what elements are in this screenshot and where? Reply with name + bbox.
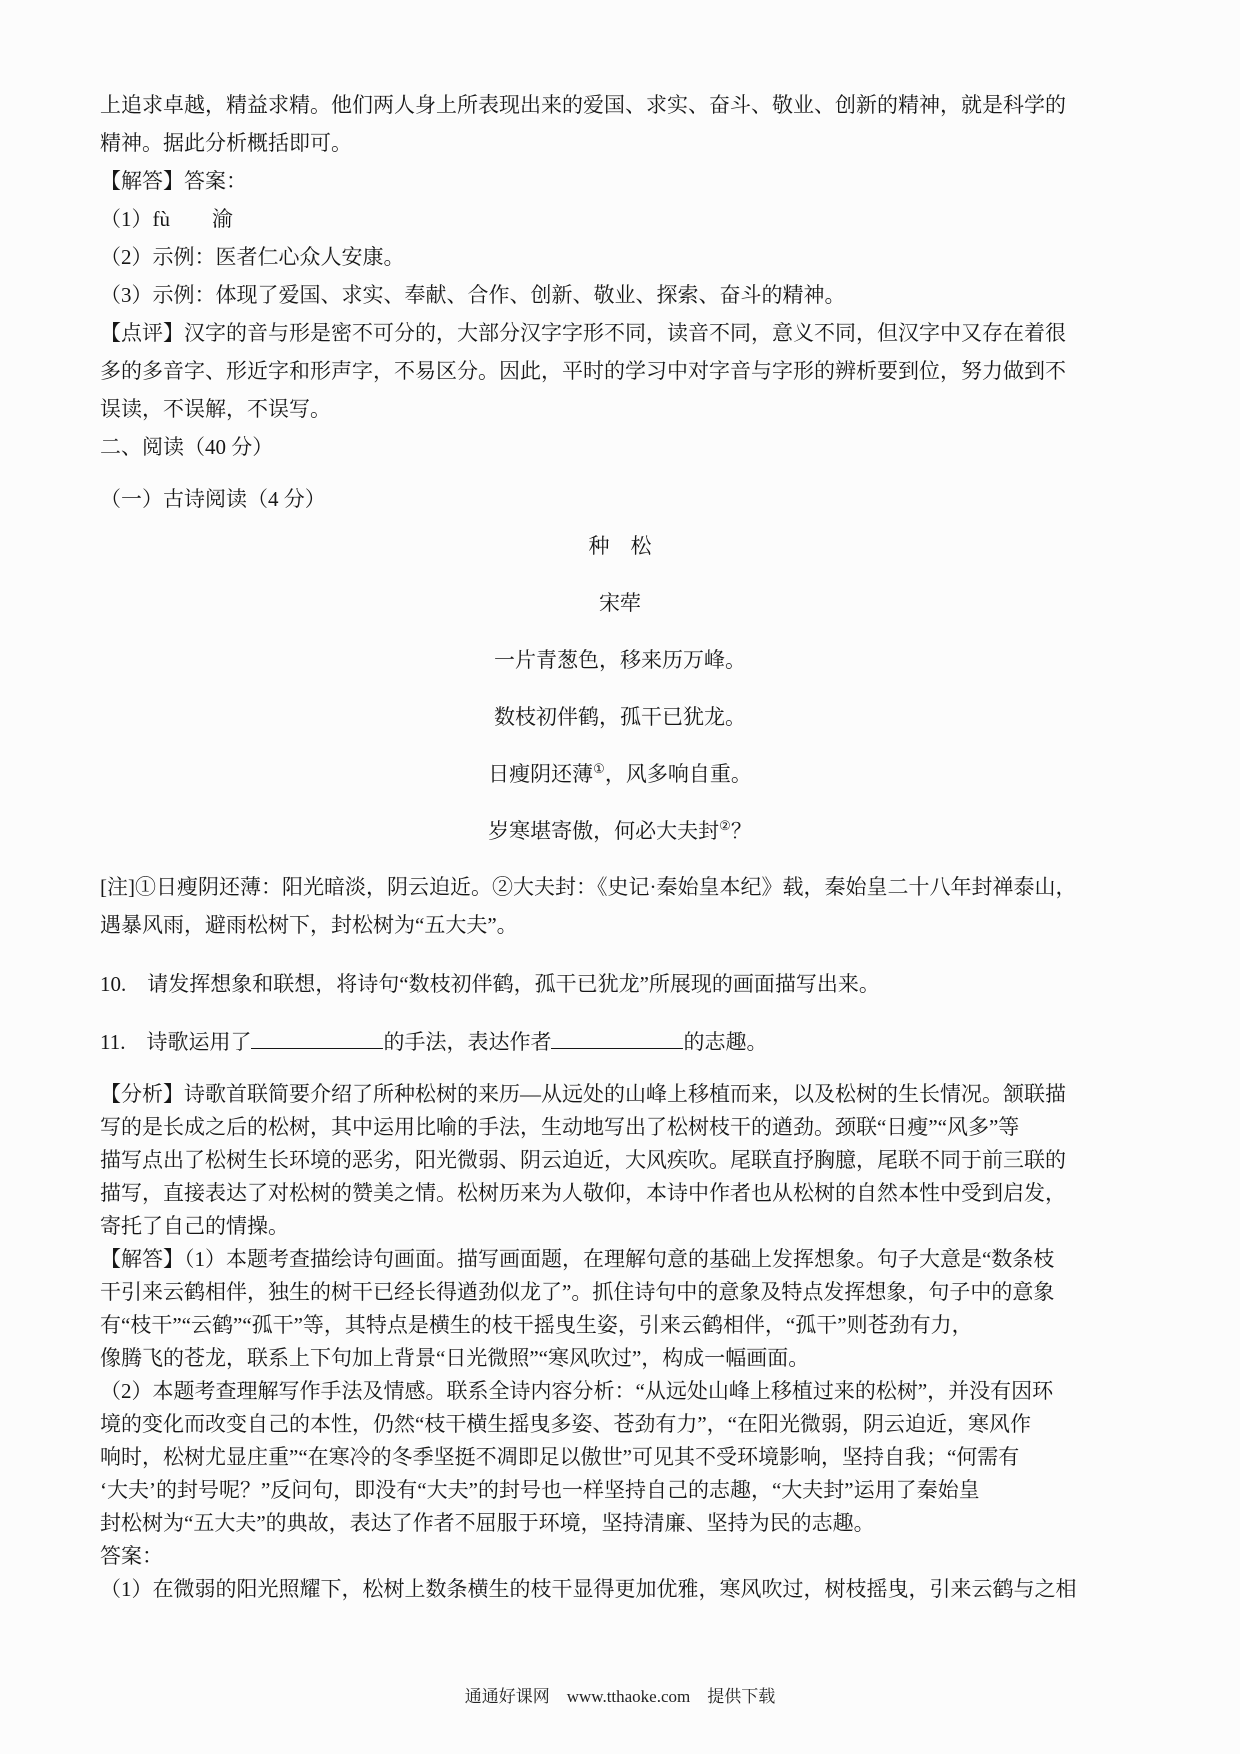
comment-line: 误读，不误解，不误写。: [100, 397, 331, 421]
poem-line-text: 岁寒堪寄傲，何必大夫封: [488, 819, 720, 843]
solution-label-line: 【解答】答案：: [100, 169, 247, 193]
poem-line-text: ，风多响自重。: [604, 762, 752, 786]
analysis-line: 写的是长成之后的松树，其中运用比喻的手法，生动地写出了松树枝干的遒劲。颈联“日瘦”“风多”等: [100, 1115, 1020, 1139]
solution-line: 干引来云鹤相伴，独生的树干已经长得遒劲似龙了”。抓住诗句中的意象及特点发挥想象，句子中的意象: [100, 1280, 1055, 1304]
subsection-title: （一）古诗阅读（4 分）: [100, 487, 326, 511]
analysis-line: 描写，直接表达了对松树的赞美之情。松树历来为人敬仰，本诗中作者也从松树的自然本性中受到启发，: [100, 1181, 1066, 1205]
question-10: 10. 请发挥想象和联想，将诗句“数枝初伴鹤，孤干已犹龙”所展现的画面描写出来。: [100, 972, 880, 996]
poem: [100, 518, 1140, 860]
question-11-prefix: 11. 诗歌运用了: [100, 1030, 252, 1054]
analysis-line: 【分析】诗歌首联简要介绍了所种松树的来历—从远处的山峰上移植而来，以及松树的生长情况。颔联描: [100, 1082, 1066, 1106]
poem-line-text: 日瘦阴还薄: [488, 762, 594, 786]
text-line: 上追求卓越，精益求精。他们两人身上所表现出来的爱国、求实、奋斗、敬业、创新的精神，就是科学的: [100, 93, 1066, 117]
poem-line-text: 一片青葱色，移来历万峰。: [494, 648, 746, 672]
poem-note: [100, 868, 1140, 944]
text-line: 精神。据此分析概括即可。: [100, 131, 352, 155]
analysis-line: 描写点出了松树生长环境的恶劣，阳光微弱、阴云迫近，大风疾吹。尾联直抒胸臆，尾联不同于前三联的: [100, 1148, 1066, 1172]
poem-line: [100, 689, 1140, 746]
poem-line: [100, 632, 1140, 689]
solution-line: 封松树为“五大夫”的典故，表达了作者不屈服于环境，坚持清廉、坚持为民的志趣。: [100, 1511, 875, 1535]
answer-item-3: （3）示例：体现了爱国、求实、奉献、合作、创新、敬业、探索、奋斗的精神。: [100, 283, 846, 307]
question-11-suffix: 的志趣。: [683, 1030, 768, 1054]
footnote-marker: ①: [593, 761, 605, 776]
solution-line: 有“枝干”“云鹤”“孤干”等，其特点是横生的枝干摇曳生姿，引来云鹤相伴，“孤干”则苍劲有力，: [100, 1313, 973, 1337]
solution-line: 境的变化而改变自己的本性，仍然“枝干横生摇曳多姿、苍劲有力”，“在阳光微弱，阴云迫近，寒风作: [100, 1412, 1031, 1436]
page-footer: 通通好课网 www.tthaoke.com 提供下载: [464, 1687, 776, 1706]
poem-author: 宋荦: [599, 591, 641, 615]
note-line: 遇暴风雨，避雨松树下，封松树为“五大夫”。: [100, 913, 518, 937]
analysis-line: 寄托了自己的情操。: [100, 1214, 289, 1238]
question-11-mid: 的手法，表达作者: [383, 1030, 552, 1054]
comment-line: 多的多音字、形近字和形声字，不易区分。因此，平时的学习中对字音与字形的辨析要到位，努力做到不: [100, 359, 1066, 383]
comment-line: 【点评】汉字的音与形是密不可分的，大部分汉字字形不同，读音不同，意义不同，但汉字中又存在着很: [100, 321, 1066, 345]
solution-line: 响时，松树尤显庄重”“在寒冷的冬季坚挺不凋即足以傲世”可见其不受环境影响，坚持自我；“何需有: [100, 1445, 1020, 1469]
fill-in-blank: [551, 1027, 683, 1049]
solution-line: 【解答】（1）本题考查描绘诗句画面。描写画面题，在理解句意的基础上发挥想象。句子大意是“数条枝: [100, 1247, 1055, 1271]
question-11: [100, 1023, 1140, 1061]
section-title: 二、阅读（40 分）: [100, 435, 274, 459]
fill-in-blank: [251, 1027, 383, 1049]
poem-line: [100, 803, 1140, 860]
poem-line-text: 数枝初伴鹤，孤干已犹龙。: [494, 705, 746, 729]
poem-line-text: ？: [730, 819, 752, 843]
solution-line: （2）本题考查理解写作手法及情感。联系全诗内容分析：“从远处山峰上移植过来的松树”，并没有因环: [100, 1379, 1054, 1403]
analysis-paragraph: [100, 1078, 1140, 1243]
footnote-marker: ②: [719, 818, 731, 833]
solution-paragraph: [100, 1243, 1140, 1606]
poem-title: 种 松: [588, 534, 652, 558]
solution-line: 像腾飞的苍龙，联系上下句加上背景“日光微照”“寒风吹过”，构成一幅画面。: [100, 1346, 810, 1370]
answer-item-2: （2）示例：医者仁心众人安康。: [100, 245, 405, 269]
answer-label: 答案：: [100, 1544, 163, 1568]
poem-line: [100, 746, 1140, 803]
answer-item-1: （1）fù 渝: [100, 207, 233, 231]
answer-line: （1）在微弱的阳光照耀下，松树上数条横生的枝干显得更加优雅，寒风吹过，树枝摇曳，引来云鹤与之相: [100, 1577, 1077, 1601]
solution-line: ‘大夫’的封号呢？”反问句，即没有“大夫”的封号也一样坚持自己的志趣，“大夫封”运用了秦始皇: [100, 1478, 980, 1502]
top-paragraphs: [100, 86, 1140, 466]
note-line: [注]①日瘦阴还薄：阳光暗淡，阴云迫近。②大夫封：《史记·秦始皇本纪》载，秦始皇二十八年封禅泰山，: [100, 875, 1077, 899]
